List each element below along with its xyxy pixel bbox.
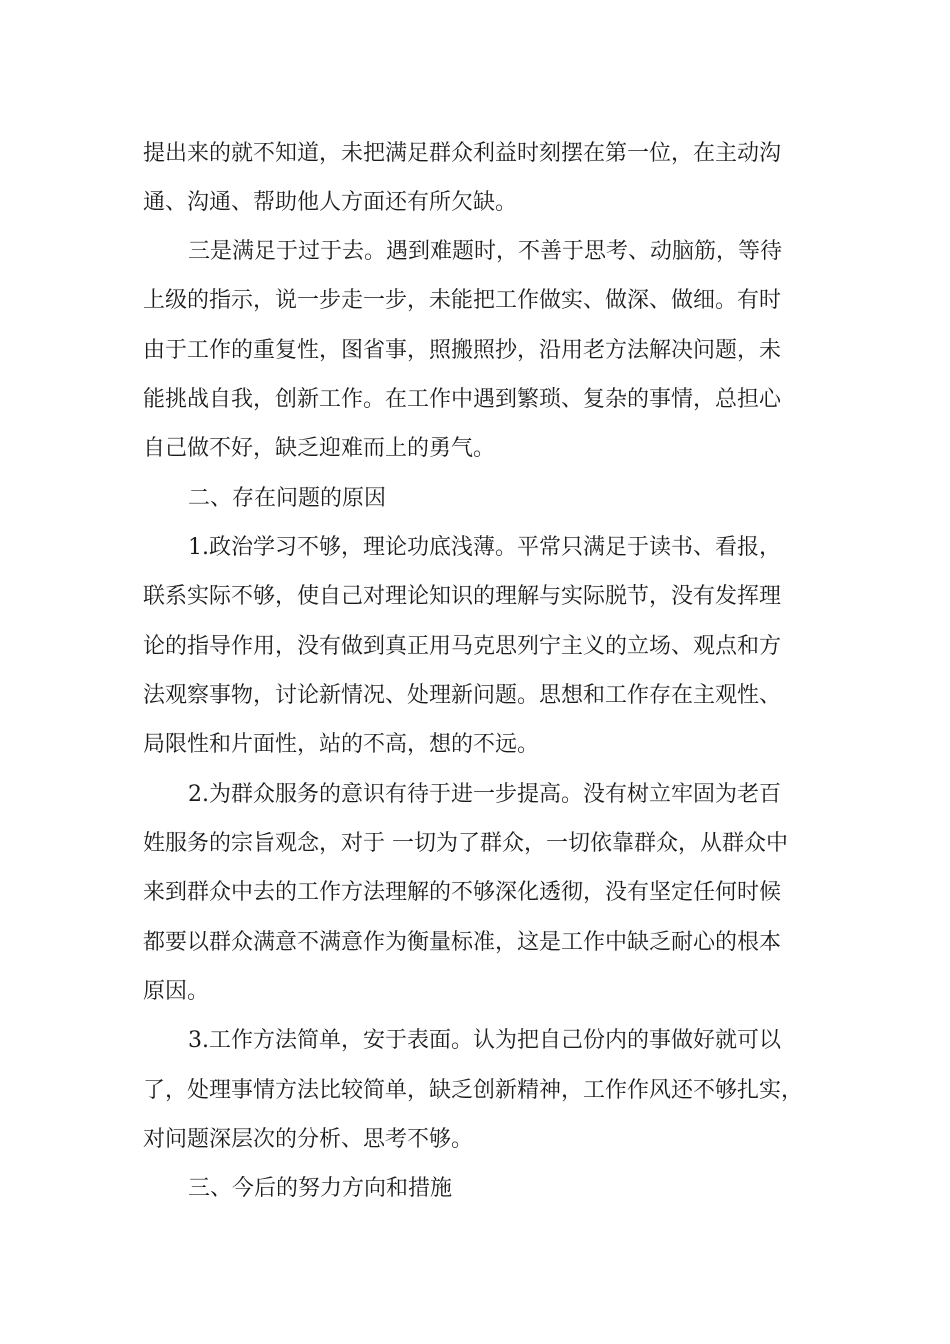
text-line: 都要以群众满意不满意作为衡量标准，这是工作中缺乏耐心的根本: [143, 930, 782, 955]
text-line: 论的指导作用，没有做到真正用马克思列宁主义的立场、观点和方: [143, 634, 782, 659]
paragraph-start-line: 1.政治学习不够，理论功底浅薄。平常只满足于读书、看报，: [188, 535, 781, 560]
text-line: 了，处理事情方法比较简单，缺乏创新精神，工作作风还不够扎实，: [143, 1078, 804, 1103]
text-line: 原因。: [143, 979, 210, 1004]
text-line: 能挑战自我，创新工作。在工作中遇到繁琐、复杂的事情，总担心: [143, 387, 782, 412]
section-heading: 二、存在问题的原因: [188, 486, 387, 511]
text-line: 上级的指示，说一步走一步，未能把工作做实、做深、做细。有时: [143, 288, 782, 313]
text-line: 法观察事物，讨论新情况、处理新问题。思想和工作存在主观性、: [143, 683, 782, 708]
text-line: 通、沟通、帮助他人方面还有所欠缺。: [143, 190, 518, 215]
text-line: 自己做不好，缺乏迎难而上的勇气。: [143, 436, 496, 461]
paragraph-start-line: 三是满足于过于去。遇到难题时，不善于思考、动脑筋，等待: [188, 239, 783, 264]
paragraph-start-line: 3.工作方法简单，安于表面。认为把自己份内的事做好就可以: [188, 1028, 781, 1053]
text-line: 提出来的就不知道，未把满足群众利益时刻摆在第一位，在主动沟: [143, 141, 782, 166]
text-line: 姓服务的宗旨观念，对于 一切为了群众，一切依靠群众，从群众中: [143, 831, 788, 856]
text-line: 局限性和片面性，站的不高，想的不远。: [143, 732, 540, 757]
paragraph-start-line: 2.为群众服务的意识有待于进一步提高。没有树立牢固为老百: [188, 782, 781, 807]
text-line: 联系实际不够，使自己对理论知识的理解与实际脱节，没有发挥理: [143, 584, 782, 609]
section-heading: 三、今后的努力方向和措施: [188, 1176, 453, 1201]
text-line: 由于工作的重复性，图省事，照搬照抄，沿用老方法解决问题，未: [143, 338, 782, 363]
text-line: 来到群众中去的工作方法理解的不够深化透彻，没有坚定任何时候: [143, 880, 782, 905]
text-line: 对问题深层次的分析、思考不够。: [143, 1127, 474, 1152]
